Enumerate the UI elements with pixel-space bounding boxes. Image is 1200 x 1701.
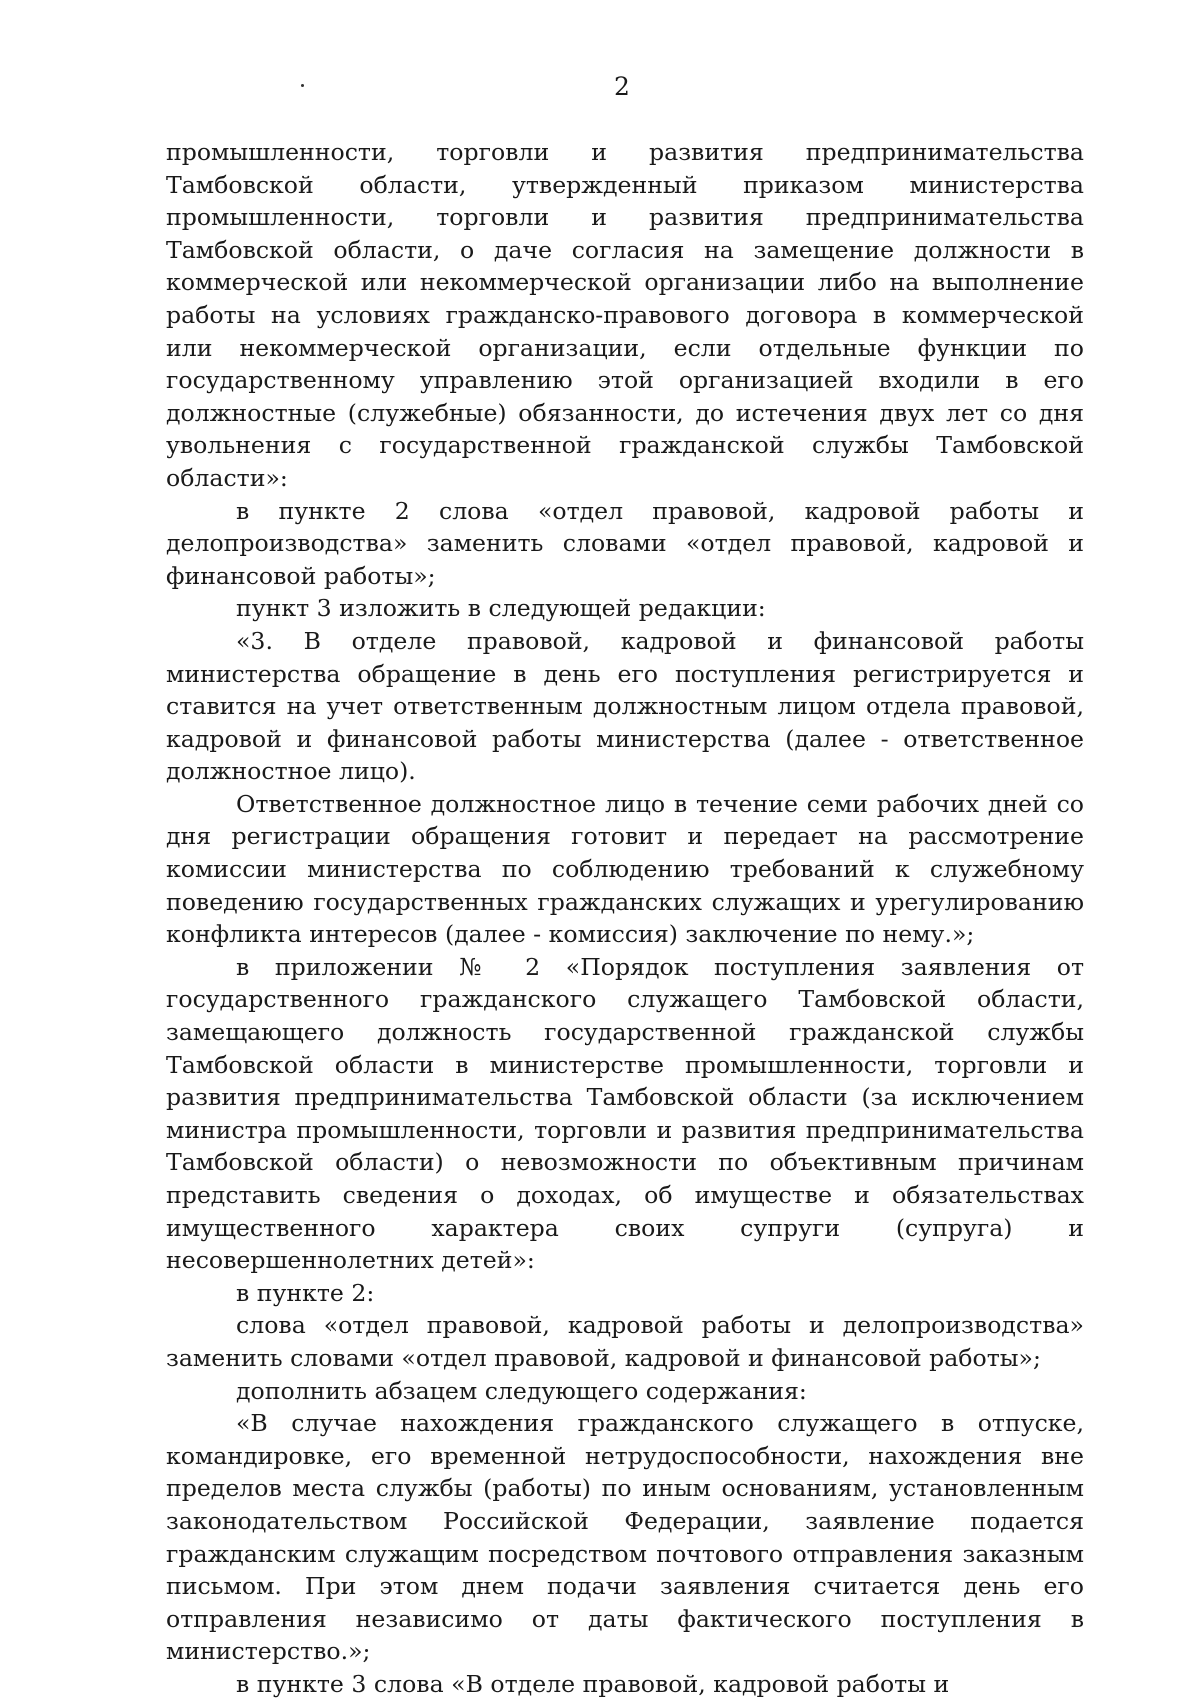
- paragraph: в пункте 2 слова «отдел правовой, кадровой работы и делопроизводства» заменить словами «отдел правовой, кадровой и финансовой работы»;: [166, 496, 1084, 590]
- paragraph: дополнить абзацем следующего содержания:: [236, 1376, 807, 1405]
- paragraph: в пункте 2:: [236, 1278, 375, 1307]
- paragraph: «В случае нахождения гражданского служащего в отпуске, командировке, его временной нетрудоспособности, нахождения вне пределов места службы (работы) по иным основаниям, установленным законодательством Российской Федерации, заявление подается гражданским служащим посредством почтового отправления заказным письмом. При этом днем подачи заявления считается день его отправления независимо от даты фактического поступления в министерство.»;: [166, 1409, 1084, 1666]
- paragraph-continuation: промышленности, торговли и развития предпринимательства Тамбовской области, утвержденный приказом министерства промышленности, торговли и развития предпринимательства Тамбовской области, о даче согласия на замещение должности в коммерческой или некоммерческой организации либо на выполнение работы на условиях гражданско-правового договора в коммерческой или некоммерческой организации, если отдельные функции по государственному управлению этой организацией входили в его должностные (служебные) обязанности, до истечения двух лет со дня увольнения с государственной гражданской службы Тамбовской области»:: [166, 138, 1084, 492]
- paragraph: слова «отдел правовой, кадровой работы и делопроизводства» заменить словами «отдел правовой, кадровой и финансовой работы»;: [166, 1311, 1084, 1372]
- paragraph: в пункте 3 слова «В отделе правовой, кадровой работы и: [236, 1669, 950, 1698]
- page-number: 2: [614, 72, 630, 101]
- paragraph: пункт 3 изложить в следующей редакции:: [236, 594, 766, 623]
- paragraph: «3. В отделе правовой, кадровой и финансовой работы министерства обращение в день его поступления регистрируется и ставится на учет ответственным должностным лицом отдела правовой, кадровой и финансовой работы министерства (далее - ответственное должностное лицо).: [166, 626, 1084, 786]
- paragraph: в приложении № 2 «Порядок поступления заявления от государственного гражданского служащего Тамбовской области, замещающего должность государственной гражданской службы Тамбовской области в министерстве промышленности, торговли и развития предпринимательства Тамбовской области (за исключением министра промышленности, торговли и развития предпринимательства Тамбовской области) о невозможности по объективным причинам представить сведения о доходах, об имуществе и обязательствах имущественного характера своих супруги (супруга) и несовершеннолетних детей»:: [166, 952, 1084, 1275]
- document-body: [166, 136, 1084, 1701]
- paragraph: Ответственное должностное лицо в течение семи рабочих дней со дня регистрации обращения готовит и передает на рассмотрение комиссии министерства по соблюдению требований к служебному поведению государственных гражданских служащих и урегулированию конфликта интересов (далее - комиссия) заключение по нему.»;: [166, 789, 1084, 949]
